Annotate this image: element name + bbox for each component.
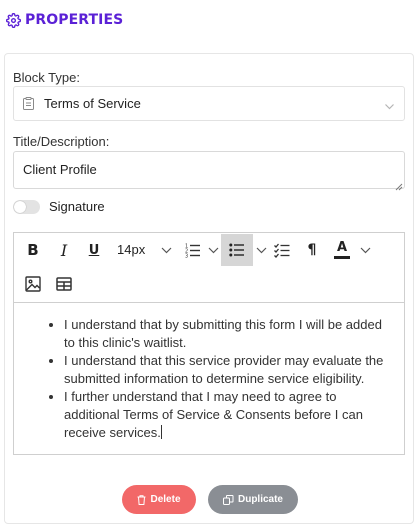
rich-text-editor (13, 232, 405, 455)
paragraph-icon[interactable]: ¶ (307, 242, 317, 258)
font-size-select[interactable]: 14px (117, 242, 146, 257)
signature-toggle[interactable] (13, 200, 40, 214)
signature-label: Signature (49, 199, 105, 214)
copy-icon (223, 495, 234, 505)
signature-row (13, 199, 105, 214)
font-color-swatch (334, 256, 350, 259)
bullet-list (42, 316, 394, 442)
image-icon[interactable] (24, 275, 42, 293)
block-type-value: Terms of Service (44, 96, 141, 111)
delete-label: Delete (150, 494, 181, 505)
gear-icon (6, 13, 21, 28)
svg-text:2: 2 (185, 248, 189, 254)
delete-button[interactable] (122, 485, 196, 514)
chevron-down-icon[interactable] (255, 245, 267, 255)
properties-header (6, 12, 123, 28)
document-icon (23, 97, 34, 110)
checklist-icon[interactable] (273, 241, 291, 259)
block-type-label: Block Type: (13, 70, 80, 85)
editor-content[interactable] (14, 304, 404, 442)
chevron-down-icon[interactable] (359, 245, 371, 255)
chevron-down-icon (384, 99, 395, 110)
title-description-field[interactable] (13, 151, 405, 189)
svg-text:3: 3 (185, 253, 189, 258)
properties-panel (4, 53, 414, 524)
ordered-list-icon[interactable] (184, 241, 202, 259)
list-item: • I understand that this service provider may evaluate the submitted information to determine service eligibility. (64, 352, 394, 388)
text-caret (161, 425, 162, 439)
chevron-down-icon[interactable] (207, 245, 219, 255)
italic-button[interactable]: I (60, 240, 68, 260)
list-item: • I understand that by submitting this form I will be added to this clinic's waitlist. (64, 316, 394, 352)
font-color-button[interactable]: A (333, 240, 351, 260)
table-icon[interactable] (55, 275, 73, 293)
block-type-select[interactable] (13, 86, 405, 121)
duplicate-button[interactable] (208, 485, 298, 514)
resize-grip-icon[interactable] (395, 179, 403, 187)
list-item: • I further understand that I may need to agree to additional Terms of Service & Consents before I can receive services. (64, 388, 394, 442)
duplicate-label: Duplicate (237, 494, 283, 505)
svg-text:1: 1 (185, 243, 189, 249)
title-description-value: Client Profile (23, 162, 97, 177)
title-description-label: Title/Description: (13, 134, 110, 149)
bullet-list-icon[interactable] (221, 234, 253, 266)
bold-button[interactable]: B (27, 241, 39, 259)
underline-button[interactable]: U (88, 242, 100, 258)
page-title: PROPERTIES (25, 12, 124, 28)
chevron-down-icon[interactable] (160, 245, 172, 255)
trash-icon (137, 495, 146, 505)
editor-toolbar (14, 233, 404, 303)
